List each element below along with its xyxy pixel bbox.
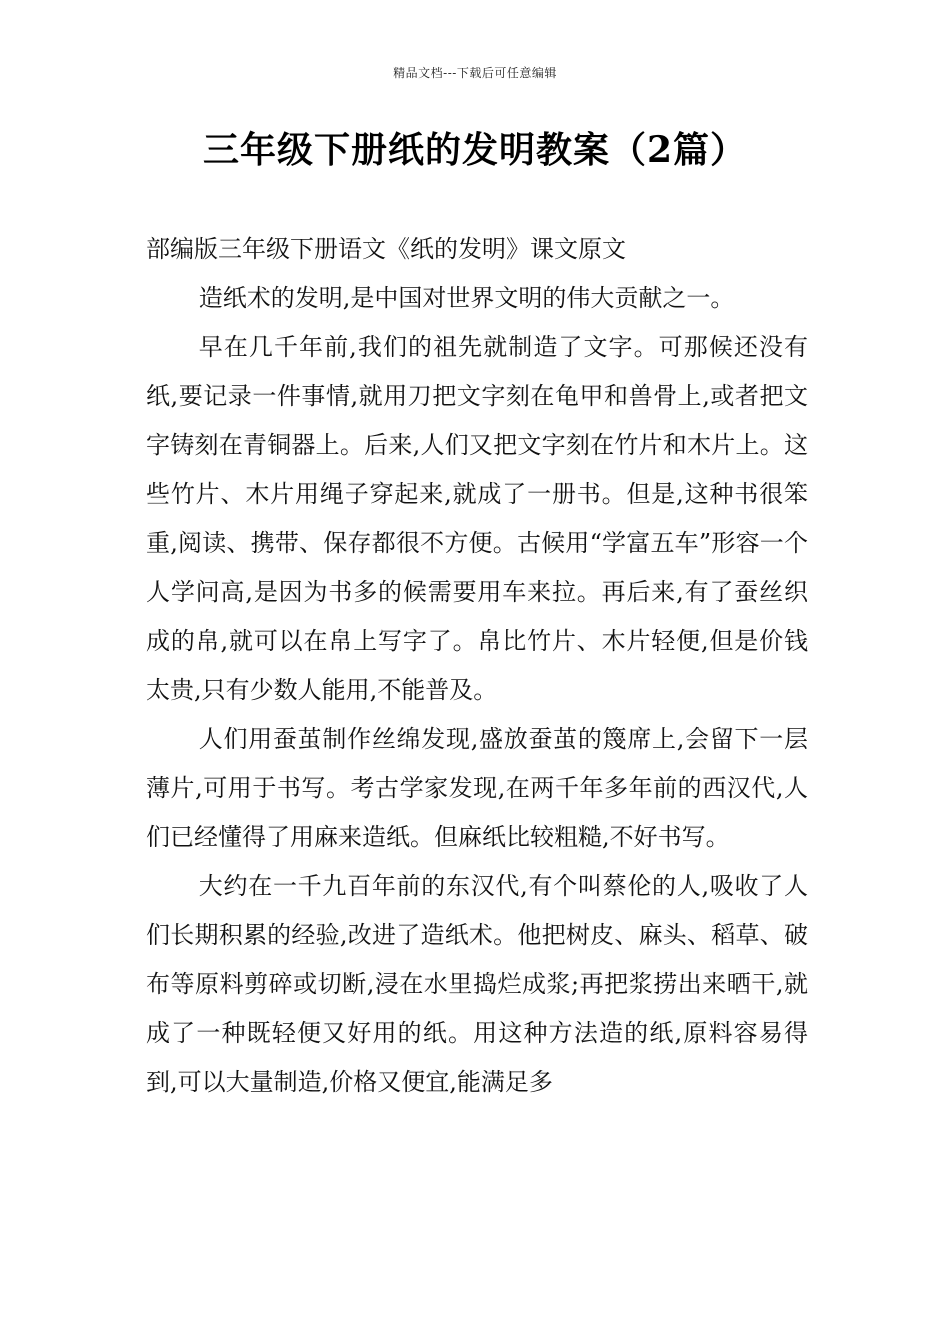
paragraph-1: 造纸术的发明,是中国对世界文明的伟大贡献之一。 [198, 284, 735, 312]
paragraph-2: 早在几千年前,我们的祖先就制造了文字。可那候还没有纸,要记录一件事情,就用刀把文字刻在龟甲和兽骨上,或者把文字铸刻在青铜器上。后来,人们又把文字刻在竹片和木片上。这些竹片、木片用绳子穿起来,就成了一册书。但是,这种书很笨重,阅读、携带、保存都很不方便。古候用“学富五车”形容一个人学问高,是因为书多的候需要用车来拉。再后来,有了蚕丝织成的帛,就可以在帛上写字了。帛比竹片、木片轻便,但是价钱太贵,只有少数人能用,不能普及。 [146, 333, 808, 704]
header-note: 精品文档---下载后可任意编辑 [393, 66, 557, 80]
section-subtitle: 部编版三年级下册语文《纸的发明》课文原文 [146, 235, 626, 263]
paragraph-3: 人们用蚕茧制作丝绵发现,盛放蚕茧的篾席上,会留下一层薄片,可用于书写。考古学家发现,在两千年多年前的西汉代,人们已经懂得了用麻来造纸。但麻纸比较粗糙,不好书写。 [146, 725, 808, 851]
document-body [146, 225, 808, 1107]
paragraph-4: 大约在一千九百年前的东汉代,有个叫蔡伦的人,吸收了人们长期积累的经验,改进了造纸术。他把树皮、麻头、稻草、破布等原料剪碎或切断,浸在水里捣烂成浆;再把浆捞出来晒干,就成了一种既轻便又好用的纸。用这种方法造的纸,原料容易得到,可以大量制造,价格又便宜,能满足多 [146, 872, 808, 1096]
document-title: 三年级下册纸的发明教案（2篇） [202, 129, 748, 171]
